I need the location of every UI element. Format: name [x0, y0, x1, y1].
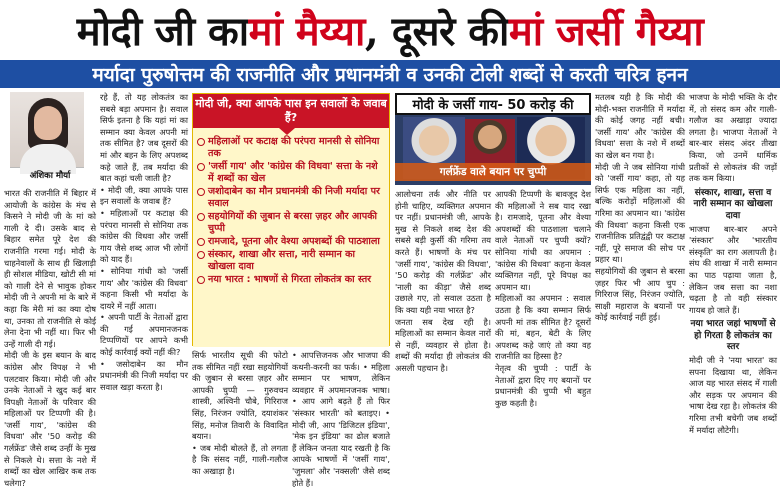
author-photo: [10, 92, 84, 168]
news-photo: [395, 93, 591, 185]
paragraph: सिर्फ भारतीय सूची की फोटो तक सीमित नहीं रखा सहयोगियों की जुबान से बरसा ज़हर और आपकी चुप्पी — गुरुवचन शास्त्री, अश्विनी चौबे, गिरिराज सिंह, निरंजन ज्योति, दयाशंकर सिंह, मनोज तिवारी के विवादित बयान।: [192, 350, 288, 442]
article-column-5: [395, 189, 491, 470]
question-item: 'जर्सी गाय' और 'कांग्रेस की विधवा' सत्ता के नशे में शब्दों का खेल: [197, 161, 385, 185]
paragraph: जनता सब देख रही है। महिलाओं का सम्मान केवल नारों से नहीं, व्यवहार से होता है। शब्दों की मर्यादा ही लोकतंत्र की असली पहचान है।: [395, 316, 491, 373]
article-column-2: [100, 92, 188, 470]
paragraph: आपकी टिप्पणी के बावजूद देश की महिलाओं ने सब याद रखा है। रामजादे, पूतना और वेश्या अपशब्दों की पाठशाला चलाने वाले नेताओं पर चुप्पी क्यों? सोनिया गांधी का अपमान : 'कांग्रेस की विधवा' कहना केवल व्यक्तिगत नहीं, पूरे विपक्ष का अपमान था।: [495, 189, 591, 292]
headline: [0, 0, 780, 58]
headline-part3: , दूसरे की: [364, 7, 509, 55]
article-column-6: [495, 189, 591, 470]
circle-bullet-icon: [197, 276, 205, 284]
headline-part2: मां मैय्या: [248, 7, 365, 55]
questions-list: [193, 128, 389, 347]
question-item: संस्कार, शाखा और सत्ता, नारी सम्मान का खोखला दावा: [197, 249, 385, 273]
paragraph: • आपत्तिजनक और भाजपा की कथनी-करनी का फर्क। • महिला सम्मान पर भाषण, लेकिन व्यवहार में अपमानजनक भाषा। • आप आगे बढ़ते हैं तो फिर 'संस्कार भारती' को बताइए। • मोदी जी, आप 'डिजिटल इंडिया', 'मेक इन इंडिया' का ढोल बजाते हैं लेकिन जनता याद रखती है कि आपके भाषणों में 'जर्सी गाय', 'जुमला' और 'नक्सली' जैसे शब्द होते हैं।: [292, 350, 390, 488]
article-column-3: [192, 350, 288, 476]
paragraph: महिलाओं का अपमान : सवाल उठता है कि क्या सम्मान सिर्फ अपनी मां तक सीमित है? दूसरों की मां, बहन, बेटी के लिए अपशब्द कहे जाएं तो क्या वह राजनीति का हिस्सा है?: [495, 293, 591, 362]
circle-bullet-icon: [197, 138, 205, 146]
circle-bullet-icon: [197, 251, 205, 259]
subheading: संस्कार, शाखा, सत्ता व नारी सम्मान का खोखला दावा: [693, 187, 773, 221]
headline-part4: मां जर्सी गैय्या: [508, 7, 704, 55]
photo-title: मोदी के जर्सी गाय- 50 करोड़ की: [395, 93, 591, 115]
circle-bullet-icon: [197, 238, 205, 246]
article-column-4: [292, 350, 390, 488]
article-column-1: [4, 188, 96, 488]
paragraph: • जब मोदी बोलते हैं, तो लगता है कि संसद नहीं, गाली-गलौज का अखाड़ा है।: [192, 442, 288, 476]
question-item: जशोदाबेन का मौन प्रधानमंत्री की निजी मर्यादा पर सवाल: [197, 186, 385, 210]
author-box: [4, 92, 96, 184]
author-name: अंशिका मौर्या: [29, 171, 71, 181]
paragraph: रहे हैं, तो यह लोकतंत्र का सबसे बड़ा अपमान है। सवाल सिर्फ इतना है कि यहां मां का सम्मान क्या केवल अपनी मां तक सीमित है? जब दूसरों की मां और बहन के लिए अपशब्द कहे जाते हैं, तब मर्यादा की बात कहां चली जाती है?: [100, 92, 188, 184]
question-item: रामजादे, पूतना और वेश्या अपशब्दों की पाठशाला: [197, 236, 385, 248]
paragraph: मोदी जी ने 'नया भारत' का सपना दिखाया था, लेकिन आज यह भारत संसद में गाली और सड़क पर अपमान की भाषा देख रहा है। लोकतंत्र की गरिमा तभी बचेगी जब शब्दों में मर्यादा लौटेगी।: [689, 355, 777, 435]
paragraph: भाजपा के मोदी भक्ति के दौर में, तो संसद कम और गाली-गलौज का अखाड़ा ज्यादा लगता है। भाजपा नेताओं ने बार-बार संसद अंदर तीखा किया, जो उनमें धार्मिक प्रतीकों से लोकतंत्र की जड़ों तक कम किया।: [689, 92, 777, 184]
circle-bullet-icon: [197, 163, 205, 171]
paragraph: मोदी जी के इस बयान के बाद कांग्रेस और विपक्ष ने भी पलटवार किया। मोदी जी और उनके नेताओं ने खुद कई बार विपक्षी नेताओं के परिवार की महिलाओं पर टिप्पणी की है। 'जर्सी गाय', 'कांग्रेस की विधवा' और '50 करोड़ की गर्लफ्रेंड' जैसे शब्द उन्हीं के मुख से निकले थे। सत्ता के नशे में शब्दों का खेल आखिर कब तक चलेगा?: [4, 350, 96, 488]
question-item: महिलाओं पर कटाक्ष की परंपरा मानसी से सोनिया तक: [197, 136, 385, 160]
subheadline: मर्यादा पुरुषोत्तम की राजनीति और प्रधानमंत्री व उनकी टोली शब्दों से करती चरित्र हनन: [92, 64, 688, 86]
paragraph: मोदी जी ने जब सोनिया गांधी को 'जर्सी गाय' कहा, तो यह सिर्फ एक महिला का नहीं, बल्कि करोड़ों महिलाओं की गरिमा का अपमान था। 'कांग्रेस की विधवा' कहना किसी एक राजनीतिक प्रतिद्वंद्वी पर कटाक्ष नहीं, पूरे समाज की सोच पर प्रहार था।: [595, 161, 685, 265]
questions-box: [192, 93, 390, 346]
questions-title: मोदी जी, क्या आपके पास इन सवालों के जवाब हैं?: [193, 94, 389, 128]
paragraph: आलोचना तर्क और नीति पर होनी चाहिए, व्यक्तिगत अपमान पर नहीं। प्रधानमंत्री जी, आपके मुख से निकले शब्द देश की सबसे बड़ी कुर्सी की गरिमा तय करते हैं। भाषणों के मंच पर 'जर्सी गाय', 'कांग्रेस की विधवा', '50 करोड़ की गर्लफ्रेंड' और 'नाली का कीड़ा' जैसे शब्द उछाले गए, तो सवाल उठता है कि क्या यही नया भारत है?: [395, 189, 491, 315]
circle-bullet-icon: [197, 188, 205, 196]
article-column-7: [595, 92, 685, 470]
circle-bullet-icon: [197, 213, 205, 221]
paragraph: • जसोदाबेन का मौन प्रधानमंत्री की निजी मर्यादा पर सवाल खड़ा करता है।: [100, 358, 188, 392]
question-item: नया भारत : भाषणों से गिरता लोकतंत्र का स्तर: [197, 274, 385, 286]
article-column-8: [689, 92, 777, 470]
photo-caption: गर्लफ्रेंड वाले बयान पर चुप्पी: [395, 163, 591, 181]
paragraph: नेतृत्व की चुप्पी : पार्टी के नेताओं द्वारा दिए गए बयानों पर प्रधानमंत्री की चुप्पी भी बहुत कुछ कहती है।: [495, 362, 591, 408]
headline-part1: मोदी जी का: [76, 7, 249, 55]
question-item: सहयोगियों की जुबान से बरसा ज़हर और आपकी चुप्पी: [197, 211, 385, 235]
paragraph: सहयोगियों की जुबान से बरसा ज़हर फिर भी आप चुप : गिरिराज सिंह, निरंजन ज्योति, साक्षी महाराज के बयानों पर कोई कार्रवाई नहीं हुई।: [595, 265, 685, 323]
paragraph: भारत की राजनीति में बिहार में आयोजी के कांग्रेस के मंच से किसने ने मोदी जी के मां को गाली दे दी। उसके बाद से बिहार समेत पूरे देश की राजनीति गरमा गई। मोदी के चाहनेवालों के साथ ही खिलाड़ी ही सोशल मीडिया, खोटी सी मां को गाली देने से भावुक होकर मोदी जी ने अपनी मां के बारे में कहा कि मेरी मां का क्या दोष था, उनका तो राजनीति से कोई लेना देना भी नहीं था। फिर भी उन्हें गाली दी गई।: [4, 188, 96, 349]
paragraph: • मोदी जी, क्या आपके पास इन सवालों के जवाब हैं?: [100, 184, 188, 207]
paragraph: • महिलाओं पर कटाक्ष की परंपरा मानसी से सोनिया तक कांग्रेस की विधवा और जर्सी गाय जैसे शब्द आज भी लोगों को याद हैं।: [100, 207, 188, 265]
paragraph: भाजपा बार-बार अपने 'संस्कार' और 'भारतीय संस्कृति' का राग अलापती है। संघ की शाखा में नारी सम्मान का पाठ पढ़ाया जाता है, लेकिन जब सत्ता का नशा चढ़ता है तो वही संस्कार गायब हो जाते हैं।: [689, 223, 777, 315]
subheadline-bar: [0, 60, 780, 88]
subheading: नया भारत जहां भाषणों से हो गिरता है लोकतंत्र का स्तर: [690, 319, 776, 353]
paragraph: मतलब यही है कि मोदी की मोदी-भक्त राजनीति में मर्यादा की कोई जगह नहीं बची। 'जर्सी गाय' और 'कांग्रेस की विधवा' सत्ता के नशे में शब्दों का खेल बन गया है।: [595, 92, 685, 160]
paragraph: • अपनी पार्टी के नेताओं द्वारा की गई अपमानजनक टिप्पणियों पर आपने कभी कोई कार्रवाई क्यों नहीं की?: [100, 312, 188, 358]
paragraph: • सोनिया गांधी को 'जर्सी गाय' और 'कांग्रेस की विधवा' कहना किसी भी मर्यादा के दायरे में नहीं आता।: [100, 265, 188, 311]
